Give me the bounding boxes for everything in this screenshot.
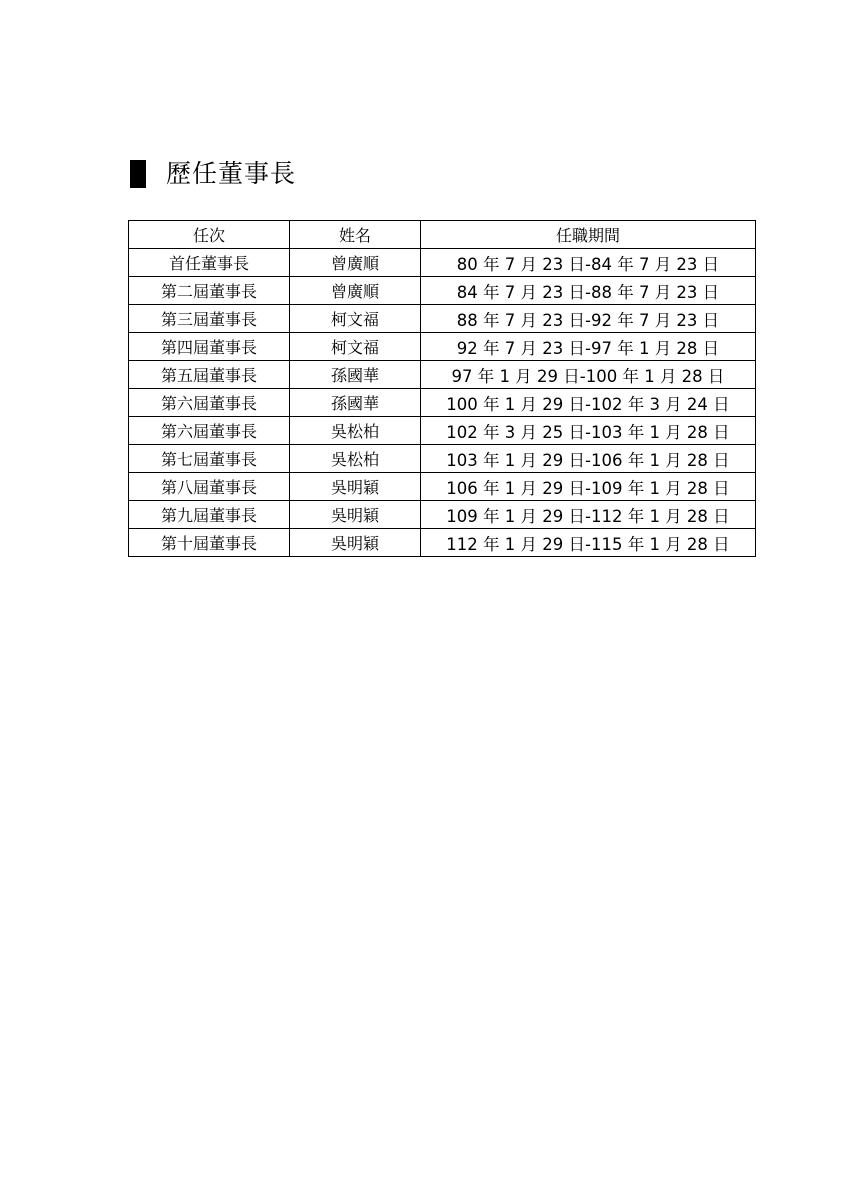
page-title: 歷任董事長 [166, 159, 297, 188]
term-period-cell: 92 年 7 月 23 日-97 年 1 月 28 日 [421, 333, 756, 361]
term-order-cell: 第六屆董事長 [129, 389, 290, 417]
term-period-cell: 103 年 1 月 29 日-106 年 1 月 28 日 [421, 445, 756, 473]
term-period-cell: 88 年 7 月 23 日-92 年 7 月 23 日 [421, 305, 756, 333]
term-order-cell: 第九屆董事長 [129, 501, 290, 529]
term-period-cell: 106 年 1 月 29 日-109 年 1 月 28 日 [421, 473, 756, 501]
term-order-cell: 第四屆董事長 [129, 333, 290, 361]
term-order-cell: 第六屆董事長 [129, 417, 290, 445]
table-row [129, 473, 756, 501]
chairman-name-cell: 吳松柏 [290, 445, 421, 473]
chairman-name-cell: 吳明穎 [290, 473, 421, 501]
chairman-name-cell: 柯文福 [290, 305, 421, 333]
table-row [129, 529, 756, 557]
chairman-name-cell: 孫國華 [290, 389, 421, 417]
column-header-name: 姓名 [290, 221, 421, 249]
chairman-name-cell: 吳明穎 [290, 501, 421, 529]
table-row [129, 249, 756, 277]
chairman-name-cell: 柯文福 [290, 333, 421, 361]
term-order-cell: 第五屆董事長 [129, 361, 290, 389]
term-period-cell: 84 年 7 月 23 日-88 年 7 月 23 日 [421, 277, 756, 305]
table-row [129, 361, 756, 389]
term-order-cell: 第七屆董事長 [129, 445, 290, 473]
table-row [129, 333, 756, 361]
table-header-row [129, 221, 756, 249]
term-order-cell: 第二屆董事長 [129, 277, 290, 305]
term-period-cell: 80 年 7 月 23 日-84 年 7 月 23 日 [421, 249, 756, 277]
table-row [129, 389, 756, 417]
term-order-cell: 第三屆董事長 [129, 305, 290, 333]
chairman-name-cell: 吳明穎 [290, 529, 421, 557]
term-period-cell: 100 年 1 月 29 日-102 年 3 月 24 日 [421, 389, 756, 417]
chairman-name-cell: 吳松柏 [290, 417, 421, 445]
section-heading [130, 158, 296, 190]
term-period-cell: 102 年 3 月 25 日-103 年 1 月 28 日 [421, 417, 756, 445]
heading-bullet-marker [130, 160, 146, 188]
chairman-name-cell: 曾廣順 [290, 249, 421, 277]
term-period-cell: 112 年 1 月 29 日-115 年 1 月 28 日 [421, 529, 756, 557]
term-order-cell: 首任董事長 [129, 249, 290, 277]
term-order-cell: 第八屆董事長 [129, 473, 290, 501]
term-period-cell: 97 年 1 月 29 日-100 年 1 月 28 日 [421, 361, 756, 389]
chairman-terms-table [128, 220, 756, 557]
table-row [129, 305, 756, 333]
table-row [129, 277, 756, 305]
column-header-period: 任職期間 [421, 221, 756, 249]
column-header-order: 任次 [129, 221, 290, 249]
table-row [129, 417, 756, 445]
term-order-cell: 第十屆董事長 [129, 529, 290, 557]
table-row [129, 501, 756, 529]
chairman-name-cell: 孫國華 [290, 361, 421, 389]
table-row [129, 445, 756, 473]
term-period-cell: 109 年 1 月 29 日-112 年 1 月 28 日 [421, 501, 756, 529]
chairman-name-cell: 曾廣順 [290, 277, 421, 305]
